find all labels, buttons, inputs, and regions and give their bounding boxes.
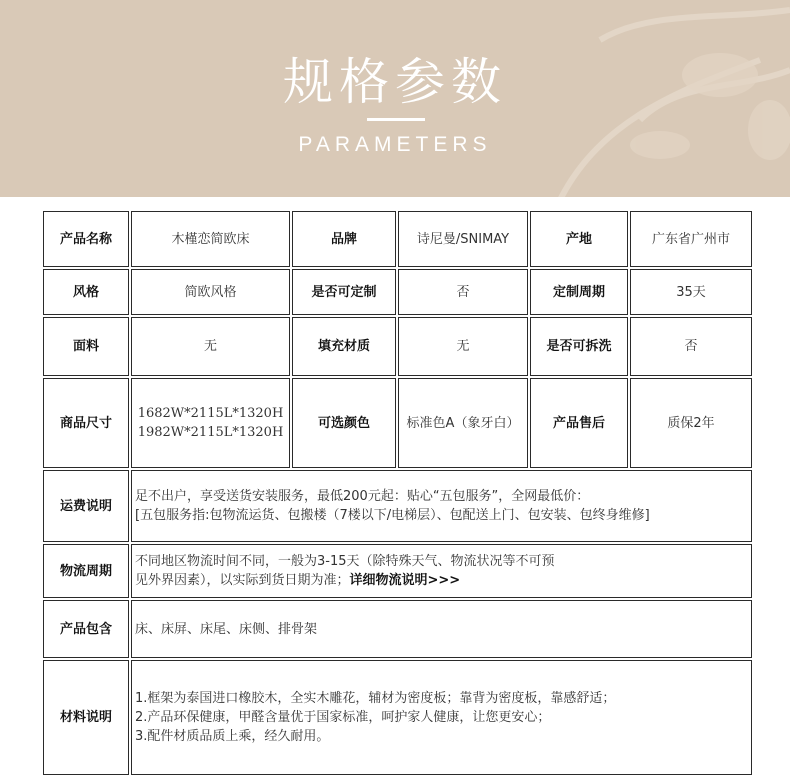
- style-label: 风格: [43, 269, 129, 315]
- shipping-line-1: 足不出户，享受送货安装服务，最低200元起：贴心“五包服务”，全网最低价：: [135, 489, 590, 504]
- product-name-label: 产品名称: [43, 211, 129, 267]
- logistics-line-1: 不同地区物流时间不同，一般为3-15天（除特殊天气、物流状况等不可预: [135, 554, 555, 569]
- color-value: 标准色A（象牙白）: [398, 378, 528, 468]
- brand-label: 品牌: [292, 211, 396, 267]
- filling-label: 填充材质: [292, 317, 396, 376]
- includes-label: 产品包含: [43, 600, 129, 658]
- customizable-value: 否: [398, 269, 528, 315]
- header-banner: [0, 0, 790, 197]
- customizable-label: 是否可定制: [292, 269, 396, 315]
- material-info: [131, 660, 752, 775]
- after-sales-label: 产品售后: [530, 378, 628, 468]
- shipping-line-2: [五包服务指:包物流运货、包搬楼（7楼以下/电梯层）、包配送上门、包安装、包终身维修]: [135, 508, 650, 523]
- includes-value: 床、床屏、床尾、床侧、排骨架: [131, 600, 752, 658]
- size-value-2: 1982W*2115L*1320H: [137, 425, 284, 440]
- logistics-line-2: 见外界因素），以实际到货日期为准；: [135, 573, 350, 588]
- after-sales-value: 质保2年: [630, 378, 752, 468]
- fabric-value: 无: [131, 317, 290, 376]
- material-label: 材料说明: [43, 660, 129, 775]
- material-line-2: 2.产品环保健康，甲醛含量优于国家标准，呵护家人健康，让您更安心；: [135, 710, 551, 725]
- custom-period-label: 定制周期: [530, 269, 628, 315]
- logistics-label: 物流周期: [43, 544, 129, 598]
- filling-value: 无: [398, 317, 528, 376]
- custom-period-value: 35天: [630, 269, 752, 315]
- origin-label: 产地: [530, 211, 628, 267]
- color-label: 可选颜色: [292, 378, 396, 468]
- fabric-label: 面料: [43, 317, 129, 376]
- page-title: 规格参数: [283, 53, 507, 111]
- shipping-label: 运费说明: [43, 470, 129, 542]
- washable-label: 是否可拆洗: [530, 317, 628, 376]
- size-value-1: 1682W*2115L*1320H: [137, 406, 284, 421]
- style-value: 简欧风格: [131, 269, 290, 315]
- title-divider: [367, 118, 425, 121]
- size-value: [131, 378, 290, 468]
- washable-value: 否: [630, 317, 752, 376]
- origin-value: 广东省广州市: [630, 211, 752, 267]
- logistics-info: [131, 544, 752, 598]
- brand-value: 诗尼曼/SNIMAY: [398, 211, 528, 267]
- product-name-value: 木槿恋简欧床: [131, 211, 290, 267]
- size-label: 商品尺寸: [43, 378, 129, 468]
- material-line-3: 3.配件材质品质上乘，经久耐用。: [135, 729, 330, 744]
- logistics-detail-link[interactable]: 详细物流说明>>>: [349, 573, 461, 588]
- material-line-1: 1.框架为泰国进口橡胶木，全实木雕花，辅材为密度板；靠背为密度板，靠感舒适；: [135, 691, 616, 706]
- page-subtitle: PARAMETERS: [298, 133, 492, 156]
- shipping-info: [131, 470, 752, 542]
